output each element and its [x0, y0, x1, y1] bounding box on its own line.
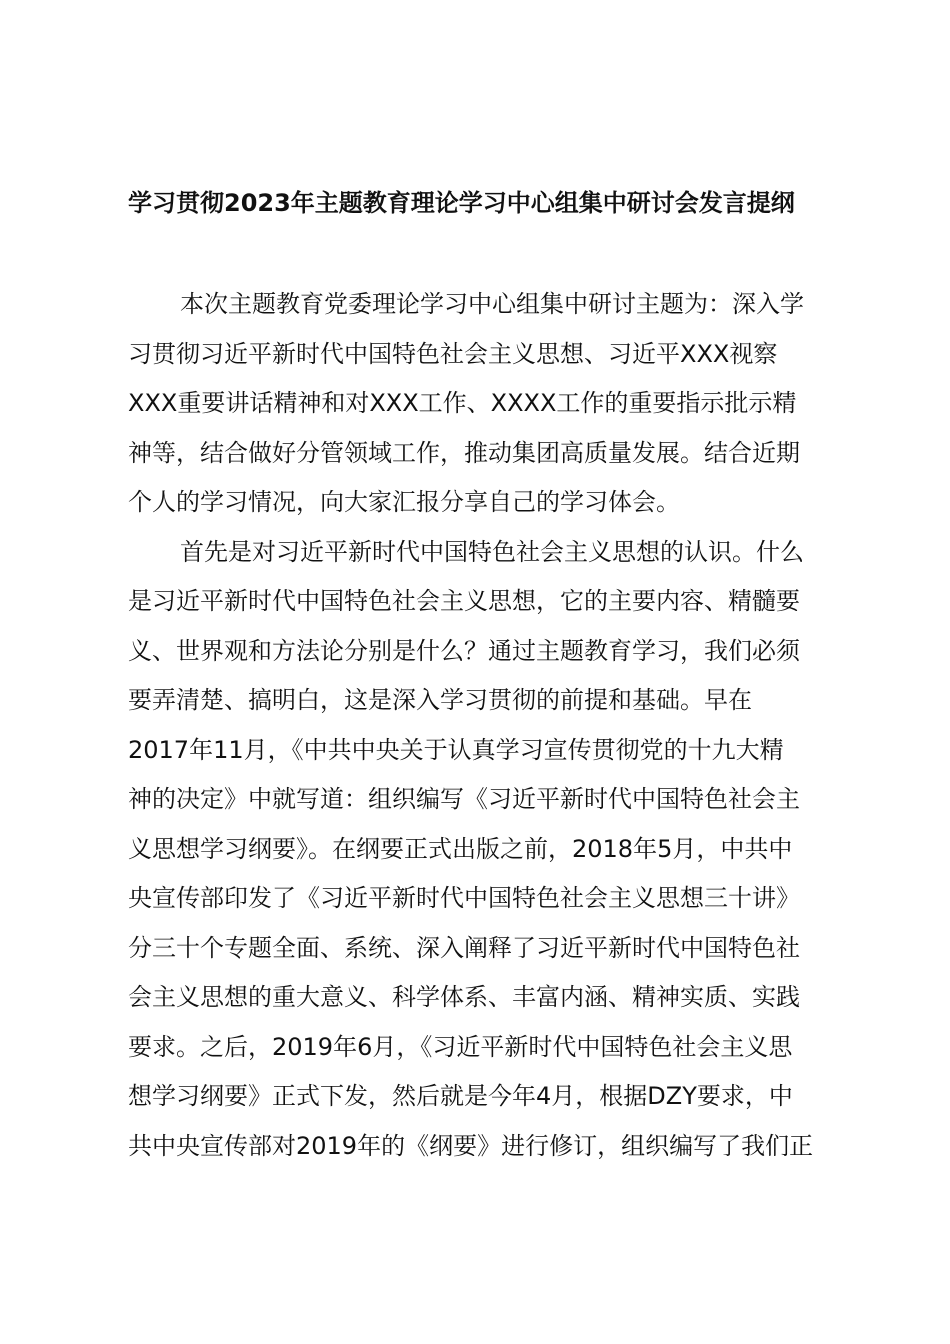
- document-body: [128, 280, 858, 1171]
- paragraph-2-line-8: 央宣传部印发了《习近平新时代中国特色社会主义思想三十讲》: [128, 884, 800, 912]
- paragraph-1-line-1: 本次主题教育党委理论学习中心组集中研讨主题为：深入学: [180, 290, 804, 318]
- paragraph-2-line-13: 共中央宣传部对2019年的《纲要》进行修订，组织编写了我们正: [128, 1131, 814, 1160]
- paragraph-2-line-4: 要弄清楚、搞明白，这是深入学习贯彻的前提和基础。早在: [128, 686, 752, 714]
- paragraph-2-line-5: 2017年11月，《中共中央关于认真学习宣传贯彻党的十九大精: [128, 735, 784, 764]
- paragraph-2-line-12: 想学习纲要》正式下发，然后就是今年4月，根据DZY要求，中: [128, 1082, 793, 1110]
- document-title: 学习贯彻2023年主题教育理论学习中心组集中研讨会发言提纲: [128, 189, 795, 217]
- paragraph-1-line-4: 神等，结合做好分管领域工作，推动集团高质量发展。结合近期: [128, 438, 800, 467]
- paragraph-2-line-6: 神的决定》中就写道：组织编写《习近平新时代中国特色社会主: [128, 785, 800, 813]
- paragraph-1-line-5: 个人的学习情况，向大家汇报分享自己的学习体会。: [128, 488, 680, 516]
- paragraph-2-line-2: 是习近平新时代中国特色社会主义思想，它的主要内容、精髓要: [128, 587, 800, 615]
- paragraph-1-line-2: 习贯彻习近平新时代中国特色社会主义思想、习近平XXX视察: [128, 339, 778, 368]
- paragraph-1-line-3: XXX重要讲话精神和对XXX工作、XXXX工作的重要指示批示精: [128, 389, 797, 417]
- paragraph-2-line-11: 要求。之后，2019年6月，《习近平新时代中国特色社会主义思: [128, 1032, 793, 1061]
- paragraph-2-line-1: 首先是对习近平新时代中国特色社会主义思想的认识。什么: [180, 537, 804, 566]
- paragraph-2-line-10: 会主义思想的重大意义、科学体系、丰富内涵、精神实质、实践: [128, 983, 800, 1011]
- paragraph-2-line-3: 义、世界观和方法论分别是什么？通过主题教育学习，我们必须: [128, 636, 800, 665]
- paragraph-2-line-7: 义思想学习纲要》。在纲要正式出版之前，2018年5月，中共中: [128, 834, 793, 863]
- paragraph-2-line-9: 分三十个专题全面、系统、深入阐释了习近平新时代中国特色社: [128, 933, 800, 962]
